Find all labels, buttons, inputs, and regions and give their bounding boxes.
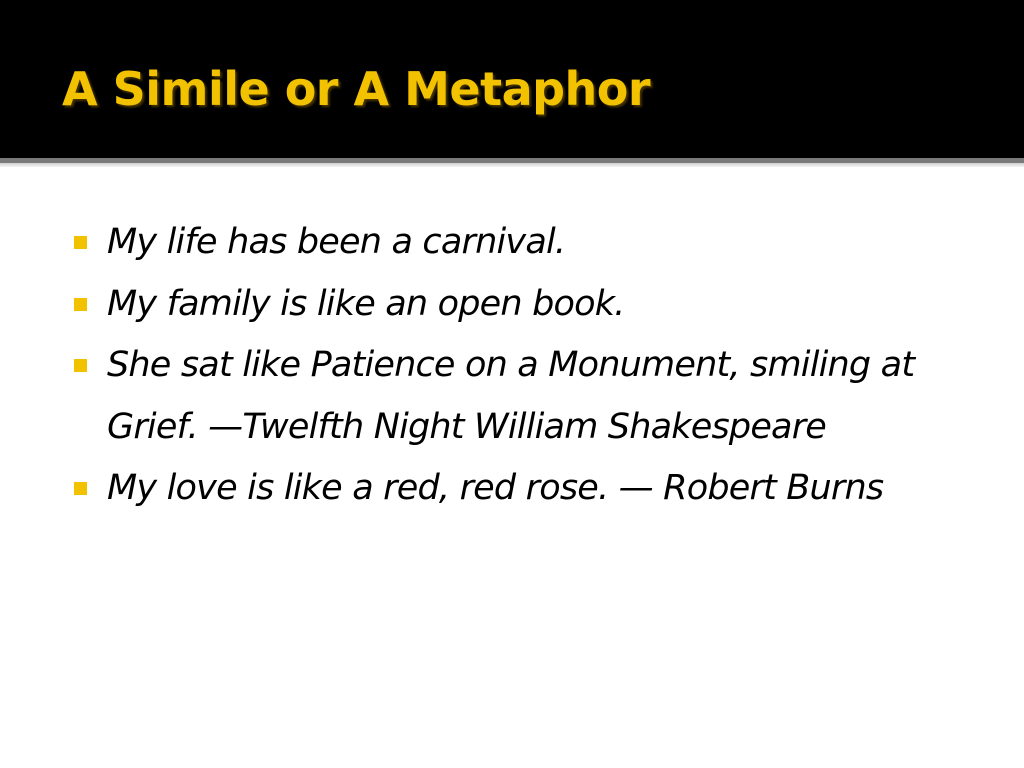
title-divider-shadow: [0, 163, 1024, 167]
slide-title: A Simile or A Metaphor: [62, 62, 651, 116]
bullet-text: My life has been a carnival.: [107, 222, 566, 262]
bullet-list: [74, 212, 974, 520]
square-bullet-icon: [74, 236, 87, 249]
bullet-item: [74, 274, 974, 336]
title-bar: [0, 0, 1024, 158]
bullet-item: [74, 212, 974, 274]
square-bullet-icon: [74, 359, 87, 372]
square-bullet-icon: [74, 482, 87, 495]
bullet-item: [74, 335, 974, 458]
bullet-text: My family is like an open book.: [107, 283, 625, 324]
bullet-text: She sat like Patience on a Monument, smiling at Grief. —Twelfth Night William Shakespeare: [107, 345, 915, 447]
bullet-item: [74, 458, 974, 520]
bullet-text: My love is like a red, red rose. — Robert Burns: [107, 468, 884, 508]
square-bullet-icon: [74, 298, 87, 311]
